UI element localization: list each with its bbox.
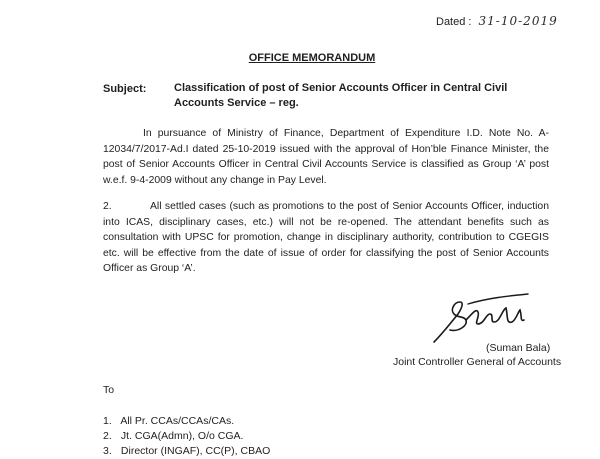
recipient-number: 3. xyxy=(103,445,112,457)
list-item xyxy=(103,444,270,459)
recipient-list xyxy=(103,414,270,459)
list-item xyxy=(103,429,270,444)
document-title: OFFICE MEMORANDUM xyxy=(248,52,376,64)
signature-stroke-4 xyxy=(468,294,528,304)
list-item xyxy=(103,414,270,429)
signatory-name: (Suman Bala) xyxy=(486,342,551,354)
signatory-designation: Joint Controller General of Accounts xyxy=(393,356,562,368)
date-value: 31-10-2019 xyxy=(478,14,558,28)
recipient-text: Jt. CGA(Admn), O/o CGA. xyxy=(120,430,244,442)
recipient-number: 1. xyxy=(103,415,112,427)
recipient-text: Director (INGAF), CC(P), CBAO xyxy=(120,445,271,457)
signature-stroke-3 xyxy=(506,308,524,322)
date-line xyxy=(436,14,558,28)
handwritten-signature xyxy=(428,290,538,350)
subject-text: Classification of post of Senior Accounts Officer in Central Civil Accounts Service – reg. xyxy=(174,82,508,109)
paragraph-2-number: 2. xyxy=(103,201,112,212)
date-label: Dated : xyxy=(436,16,472,28)
paragraph-2 xyxy=(103,199,549,277)
recipient-text: All Pr. CCAs/CCAs/CAs. xyxy=(120,415,235,427)
subject-label: Subject: xyxy=(103,83,147,95)
paragraph-1 xyxy=(103,126,549,188)
signature-stroke-1 xyxy=(434,302,466,342)
to-label: To xyxy=(103,384,115,396)
signature-stroke-2 xyxy=(466,308,506,324)
paragraph-1-text: In pursuance of Ministry of Finance, Department of Expenditure I.D. Note No. A-12034/7/2017-Ad.I dated 25-10-2019 issued with the approval of Hon’ble Finance Minister, the post of Senior Accounts Officer in Central Civil Accounts Service is classified as Group ‘A’ post w.e.f. 9-4-2009 without any change in Pay Level. xyxy=(103,128,549,186)
paragraph-2-text: All settled cases (such as promotions to the post of Senior Accounts Officer, induction into ICAS, disciplinary cases, etc.) will not be re-opened. The attendant benefits such as consultation with UPSC for promotion, change in disciplinary authority, contribution to CGEGIS etc. will be effective from the date of issue of order for classifying the post of Senior Accounts Officer as Group ‘A’. xyxy=(103,201,549,274)
recipient-number: 2. xyxy=(103,430,112,442)
